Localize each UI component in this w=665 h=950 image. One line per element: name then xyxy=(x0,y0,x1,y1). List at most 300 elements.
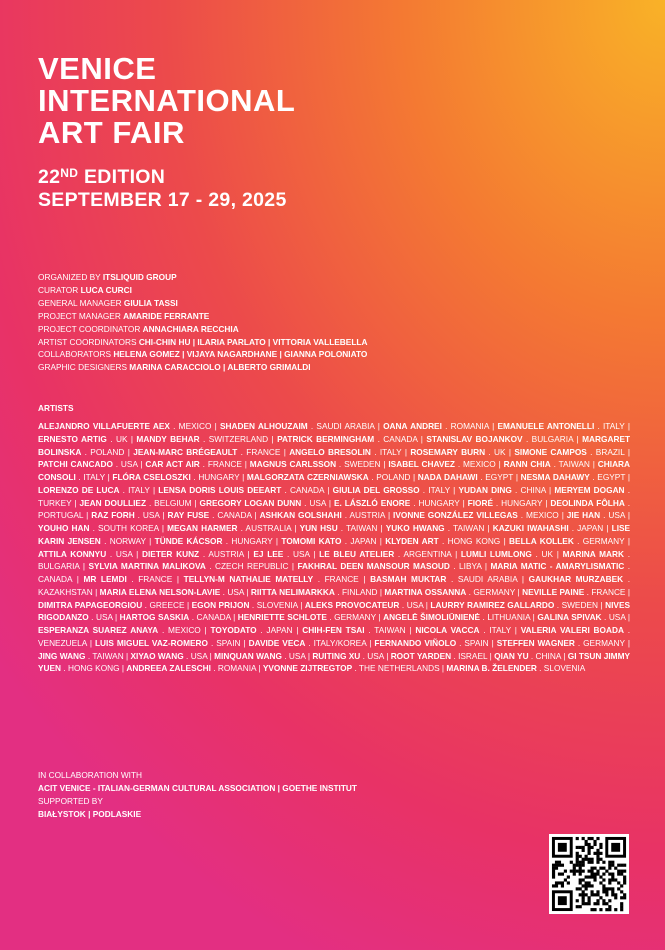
artist-name: STEFFEN WAGNER xyxy=(496,637,575,648)
artist-entry: RAY FUSE . CANADA xyxy=(167,510,252,521)
artist-country: CHINA xyxy=(520,484,546,495)
artist-name: TELLYN-M NATHALIE MATELLY xyxy=(183,574,314,584)
artist-entry: LUIS MIGUEL VAZ-ROMERO . SPAIN xyxy=(94,637,241,648)
artist-entry: ISABEL CHAVEZ . MEXICO xyxy=(388,459,496,470)
artist-country: MEXICO xyxy=(168,625,201,635)
artist-entry: KAZUKI IWAHASHI . JAPAN xyxy=(492,523,604,533)
artist-name: YOUHO HAN xyxy=(38,523,90,533)
artist-country: UK xyxy=(115,433,128,444)
artist-entry: GALINA SPIVAK . USA xyxy=(537,612,626,623)
artist-name: ISABEL CHAVEZ xyxy=(388,459,455,470)
credit-names: ITSLIQUID GROUP xyxy=(102,272,177,282)
artist-name: GALINA SPIVAK xyxy=(537,612,602,623)
artist-name: NICOLA VACCA xyxy=(415,625,480,635)
artist-name: ROOT YARDEN xyxy=(390,650,452,661)
artist-name: FIORÉ xyxy=(467,497,493,508)
artist-country: GERMANY xyxy=(583,637,625,648)
artist-name: ALEJANDRO VILLAFUERTE AEX xyxy=(38,421,170,431)
artist-name: MARTINA OSSANNA xyxy=(384,586,467,597)
artist-name: GREGORY LOGAN DUNN xyxy=(199,497,302,508)
artist-country: TAIWAN xyxy=(453,523,485,533)
artist-entry: MARGARET BOLINSKA . POLAND xyxy=(38,433,631,457)
artist-country: JAPAN xyxy=(266,625,293,635)
artist-name: ANGELO BRESOLIN xyxy=(289,446,371,457)
artist-country: ROMANIA xyxy=(217,663,257,674)
artist-name: RIITTA NELIMARKKA xyxy=(250,586,335,597)
artist-name: NADA DAHAWI xyxy=(417,472,478,482)
artist-country: GREECE xyxy=(149,599,185,610)
artist-country: ITALY xyxy=(602,421,625,431)
artist-name: CAR ACT AIR xyxy=(145,459,200,470)
artist-entry: SIMONE CAMPOS . BRAZIL xyxy=(514,446,625,457)
artist-entry: TÜNDE KÁCSOR . HUNGARY xyxy=(154,535,273,546)
artist-country: POLAND xyxy=(376,472,411,482)
artist-country: CANADA xyxy=(38,574,73,584)
artist-country: MEXICO xyxy=(526,510,559,521)
artist-entry: MAGNUS CARLSSON . SWEDEN xyxy=(249,459,381,470)
artist-entry: CAR ACT AIR . FRANCE xyxy=(145,459,242,470)
artist-entry: ALEJANDRO VILLAFUERTE AEX . MEXICO xyxy=(38,421,212,431)
artist-entry: ESPERANZA SUAREZ ANAYA . MEXICO xyxy=(38,625,201,635)
credits-list xyxy=(38,271,367,374)
artist-country: ISRAEL xyxy=(458,650,488,661)
artist-entry: EMANUELE ANTONELLI . ITALY xyxy=(497,421,625,431)
artist-country: FRANCE xyxy=(324,574,359,584)
artist-name: PATCHI CANCADO xyxy=(38,459,113,470)
artist-country: USA xyxy=(120,459,138,470)
artist-entry: EGON PRIJON . SLOVENIA xyxy=(191,599,298,610)
artist-name: E. LÁSZLÓ ENORE xyxy=(333,497,411,508)
artist-country: USA xyxy=(142,510,160,521)
artist-name: ERNESTO ARTIG xyxy=(38,433,107,444)
artist-name: YUDAN DING xyxy=(458,484,512,495)
artist-name: IVONNE GONZÁLEZ VILLEGAS xyxy=(393,510,518,521)
event-dates: SEPTEMBER 17 - 29, 2025 xyxy=(38,189,287,211)
artist-name: KLYDEN ART xyxy=(385,535,439,546)
artist-name: MAGNUS CARLSSON xyxy=(249,459,337,470)
credit-row xyxy=(38,348,367,361)
artist-name: DAVIDE VECA xyxy=(248,637,306,648)
credit-names: LUCA CURCI xyxy=(80,284,132,295)
artist-name: MERYEM DOGAN xyxy=(554,484,625,495)
collaboration-partners: ACIT VENICE - ITALIAN-GERMAN CULTURAL ASSOCIATION | GOETHE INSTITUT xyxy=(38,782,357,793)
artist-entry: TELLYN-M NATHALIE MATELLY . FRANCE xyxy=(183,574,359,584)
artist-name: YUN HSU xyxy=(299,523,338,533)
artist-country: CZECH REPUBLIC xyxy=(215,561,289,572)
artist-country: TAIWAN xyxy=(346,523,378,533)
artist-name: MR LEMDI xyxy=(83,574,127,584)
artist-entry: MARTINA OSSANNA . GERMANY xyxy=(384,586,516,597)
artist-name: TOYODATO xyxy=(210,625,257,635)
artist-country: ITALY xyxy=(83,472,106,482)
artist-name: ASHKAN GOLSHAHI xyxy=(259,510,342,521)
artist-name: LAURRY RAMIREZ GALLARDO xyxy=(430,599,555,610)
artist-name: EJ LEE xyxy=(253,548,284,559)
artist-name: MINQUAN WANG xyxy=(214,650,282,661)
artist-country: THE NETHERLANDS xyxy=(358,663,440,674)
artist-name: DEOLINDA FÔLHA xyxy=(550,497,625,508)
credit-row xyxy=(38,310,367,323)
artist-country: FINLAND xyxy=(341,586,378,597)
artist-entry: PATRICK BERMINGHAM . CANADA xyxy=(277,433,418,444)
artist-entry: YOUHO HAN . SOUTH KOREA xyxy=(38,523,159,533)
artist-entry: ERNESTO ARTIG . UK xyxy=(38,433,128,444)
credit-role: CURATOR xyxy=(38,284,81,295)
artist-name: JING WANG xyxy=(38,650,86,661)
artist-name: JEAN DOULLIEZ xyxy=(79,497,147,508)
artist-name: MARINA B. ŽELENDER xyxy=(446,663,537,674)
artist-name: ANGELĖ ŠIMOLIŪNIENĖ xyxy=(383,612,481,623)
artist-entry: QIAN YU . CHINA xyxy=(494,650,561,661)
edition-block xyxy=(38,166,287,212)
artist-entry: CHIH-FEN TSAI . TAIWAN xyxy=(302,625,406,635)
credit-row xyxy=(38,284,367,297)
artist-country: SWEDEN xyxy=(344,459,381,470)
artist-name: YVONNE ZIJTREGTOP xyxy=(262,663,353,674)
artist-country: AUSTRIA xyxy=(208,548,244,559)
artist-country: VENEZUELA xyxy=(38,637,87,648)
artist-entry: MANDY BEHAR . SWITZERLAND xyxy=(136,433,269,444)
artist-name: FAKHRAL DEEN MANSOUR MASOUD xyxy=(297,561,450,572)
artist-entry: GAUKHAR MURZABEK . KAZAKHSTAN xyxy=(38,574,631,597)
artist-entry: JEAN DOULLIEZ . BELGIUM xyxy=(79,497,192,508)
artist-country: EGYPT xyxy=(597,472,626,482)
artist-entry: NEVILLE PAINE . FRANCE xyxy=(522,586,626,597)
title-line-2: INTERNATIONAL xyxy=(38,83,296,118)
artist-entry: SYLVIA MARTINA MALIKOVA . CZECH REPUBLIC xyxy=(88,561,289,572)
artist-entry: PATCHI CANCADO . USA xyxy=(38,459,138,470)
artist-entry: ATTILA KONNYU . USA xyxy=(38,548,133,559)
artist-entry: XIYAO WANG . USA xyxy=(130,650,208,661)
artist-country: USA xyxy=(309,497,326,508)
title-line-3: ART FAIR xyxy=(38,115,185,150)
artist-country: HONG KONG xyxy=(447,535,501,546)
artist-entry: DEOLINDA FÔLHA . PORTUGAL xyxy=(38,497,631,521)
artist-name: MARIA MATIC - AMARYLISMATIC xyxy=(490,561,625,572)
artist-name: DIETER KUNZ xyxy=(141,548,200,559)
artist-entry: OANA ANDREI . ROMANIA xyxy=(383,421,489,431)
artist-name: TOMOMI KATO xyxy=(281,535,342,546)
artist-entry: EJ LEE . USA xyxy=(253,548,310,559)
credit-role: ARTIST COORDINATORS xyxy=(38,336,139,347)
artist-entry: NIVES RIGODANZO . USA xyxy=(38,599,631,623)
artist-name: LUIS MIGUEL VAZ-ROMERO xyxy=(94,637,208,648)
artist-name: TÜNDE KÁCSOR xyxy=(154,535,223,546)
artist-entry: FAKHRAL DEEN MANSOUR MASOUD . LIBYA xyxy=(297,561,482,572)
artist-country: ITALY xyxy=(489,625,512,635)
artist-country: USA xyxy=(95,612,113,623)
artist-entry: ANGELĖ ŠIMOLIŪNIENĖ . LITHUANIA xyxy=(383,612,531,623)
artist-country: ITALY xyxy=(428,484,450,495)
artist-entry: YVONNE ZIJTREGTOP . THE NETHERLANDS xyxy=(262,663,440,674)
credit-names: CHI-CHIN HU | ILARIA PARLATO | VITTORIA VALLEBELLA xyxy=(138,336,368,347)
artist-country: BELGIUM xyxy=(154,497,192,508)
artists-list: ALEJANDRO VILLAFUERTE AEX . MEXICO | SHADEN ALHOUZAIM . SAUDI ARABIA | OANA ANDREI . ROMANIA | EMANUELE ANTONELLI . ITALY | ERNESTO ARTIG . UK | MANDY BEHAR . SWITZERLAND | PATRICK BERMINGHAM . CANADA | STANISLAV BOJANKOV . BULGARIA | MARGARET BOLINSKA . POLAND | JEAN-MARC BRÉGEAULT . FRANCE | ANGELO BRESOLIN . ITALY | ROSEMARY BURN . UK | SIMONE CAMPOS . BRAZIL | PATCHI CANCADO . USA | CAR ACT AIR . FRANCE | MAGNUS CARLSSON . SWEDEN | ISABEL CHAVEZ . MEXICO | RANN CHIA . TAIWAN | CHIARA CONSOLI . ITALY | FLÓRA CSELOSZKI . HUNGARY | MALGORZATA CZERNIAWSKA . POLAND | NADA DAHAWI . EGYPT | NESMA DAHAWY . EGYPT | LORENZO DE LUCA . ITALY | LENSA DORIS LOUIS DEEART . CANADA | GIULIA DEL GROSSO . ITALY | YUDAN DING . CHINA | MERYEM DOGAN . TURKEY | JEAN DOULLIEZ . BELGIUM | GREGORY LOGAN DUNN . USA | E. LÁSZLÓ ENORE . HUNGARY | FIORÉ . HUNGARY | DEOLINDA FÔLHA . PORTUGAL | RAZ FORH . USA | RAY FUSE . CANADA | ASHKAN GOLSHAHI . AUSTRIA | IVONNE GONZÁLEZ VILLEGAS . MEXICO | JIE HAN . USA | YOUHO HAN . SOUTH KOREA | MEGAN HARMER . AUSTRALIA | YUN HSU . TAIWAN | YUKO HWANG . TAIWAN | KAZUKI IWAHASHI . JAPAN | LISE KARIN JENSEN . NORWAY | TÜNDE KÁCSOR . HUNGARY | TOMOMI KATO . JAPAN | KLYDEN ART . HONG KONG | BELLA KOLLEK . GERMANY | ATTILA KONNYU . USA | DIETER KUNZ . AUSTRIA | EJ LEE . USA | LE BLEU ATELIER . ARGENTINA | LUMLI LUMLONG . UK | MARINA MARK . BULGARIA | SYLVIA MARTINA MALIKOVA . CZECH REPUBLIC | FAKHRAL DEEN MANSOUR MASOUD . LIBYA | MARIA MATIC - AMARYLISMATIC . CANADA | MR LEMDI . FRANCE | TELLYN-M NATHALIE MATELLY . FRANCE | BASMAH MUKTAR . SAUDI ARABIA | GAUKHAR MURZABEK . KAZAKHSTAN | MARIA ELENA NELSON-LAVIE . USA | RIITTA NELIMARKKA . FINLAND | MARTINA OSSANNA . GERMANY | NEVILLE PAINE . FRANCE | DIMITRA PAPAGEORGIOU . GREECE | EGON PRIJON . SLOVENIA | ALEKS PROVOCATEUR . USA | LAURRY RAMIREZ GALLARDO . SWEDEN | NIVES RIGODANZO . USA | HARTOG SASKIA . CANADA | HENRIETTE SCHLOTE . GERMANY | ANGELĖ ŠIMOLIŪNIENĖ . LITHUANIA | GALINA SPIVAK . USA | ESPERANZA SUAREZ ANAYA . MEXICO | TOYODATO . JAPAN | CHIH-FEN TSAI . TAIWAN | NICOLA VACCA . ITALY | VALERIA VALERI BOADA . VENEZUELA | LUIS MIGUEL VAZ-ROMERO . SPAIN | DAVIDE VECA . ITALY/KOREA | FERNANDO VIÑOLO . SPAIN | STEFFEN WAGNER . GERMANY | JING WANG . TAIWAN | XIYAO WANG . USA | MINQUAN WANG . USA | RUITING XU . USA | ROOT YARDEN . ISRAEL | QIAN YU . CHINA | GI TSUN JIMMY YUEN . HONG KONG | ANDREEA ZALESCHI . ROMANIA | YVONNE ZIJTREGTOP . THE NETHERLANDS | MARINA B. ŽELENDER . SLOVENIA xyxy=(38,421,631,674)
artist-name: ESPERANZA SUAREZ ANAYA xyxy=(38,625,159,635)
artist-country: TAIWAN xyxy=(92,650,124,661)
artist-name: ATTILA KONNYU xyxy=(38,548,107,559)
artist-entry: GIULIA DEL GROSSO . ITALY xyxy=(332,484,450,495)
artist-entry: MERYEM DOGAN . TURKEY xyxy=(38,484,631,508)
artist-entry: ASHKAN GOLSHAHI . AUSTRIA xyxy=(259,510,386,521)
artist-entry: LORENZO DE LUCA . ITALY xyxy=(38,484,150,495)
artist-country: SWITZERLAND xyxy=(208,433,269,444)
artist-country: HONG KONG xyxy=(67,663,120,674)
artist-name: RANN CHIA xyxy=(503,459,551,470)
artist-name: LENSA DORIS LOUIS DEEART xyxy=(158,484,282,495)
edition-number: 22 xyxy=(38,166,61,188)
credit-role: PROJECT MANAGER xyxy=(38,310,124,321)
artist-entry: LENSA DORIS LOUIS DEEART . CANADA xyxy=(158,484,325,495)
artist-country: ITALY xyxy=(128,484,150,495)
artist-name: MANDY BEHAR xyxy=(136,433,200,444)
artist-entry: LE BLEU ATELIER . ARGENTINA xyxy=(319,548,452,559)
artist-name: MARINA MARK xyxy=(562,548,625,559)
artist-entry: GREGORY LOGAN DUNN . USA xyxy=(199,497,326,508)
artist-name: MARIA ELENA NELSON-LAVIE xyxy=(99,586,221,597)
artist-entry: BASMAH MUKTAR . SAUDI ARABIA xyxy=(370,574,518,584)
artist-entry: BELLA KOLLEK . GERMANY xyxy=(509,535,625,546)
artist-country: CANADA xyxy=(290,484,325,495)
artist-name: NEVILLE PAINE xyxy=(522,586,585,597)
artist-country: EGYPT xyxy=(485,472,514,482)
artist-country: GERMANY xyxy=(334,612,376,623)
title-line-1: VENICE xyxy=(38,51,157,86)
artist-country: SAUDI ARABIA xyxy=(316,421,375,431)
artist-country: GERMANY xyxy=(582,535,625,546)
artist-name: SYLVIA MARTINA MALIKOVA xyxy=(88,561,206,572)
artist-country: ITALY/KOREA xyxy=(313,637,367,648)
artist-country: UK xyxy=(494,446,506,457)
artist-country: TAIWAN xyxy=(558,459,590,470)
artist-entry: LAURRY RAMIREZ GALLARDO . SWEDEN xyxy=(430,599,598,610)
artist-country: PORTUGAL xyxy=(38,510,84,521)
artist-entry: MALGORZATA CZERNIAWSKA . POLAND xyxy=(246,472,411,482)
artist-country: HUNGARY xyxy=(501,497,543,508)
artist-name: QIAN YU xyxy=(494,650,529,661)
artist-country: NORWAY xyxy=(109,535,146,546)
credit-role: GRAPHIC DESIGNERS xyxy=(38,362,130,373)
credit-row xyxy=(38,271,367,284)
artist-entry: ROSEMARY BURN . UK xyxy=(410,446,506,457)
artist-country: ITALY xyxy=(379,446,402,457)
artist-country: SLOVENIA xyxy=(256,599,298,610)
artist-name: CHIH-FEN TSAI xyxy=(302,625,365,635)
artist-name: STANISLAV BOJANKOV xyxy=(426,433,523,444)
artist-country: HUNGARY xyxy=(231,535,273,546)
artist-entry: RUITING XU . USA xyxy=(312,650,384,661)
artist-entry: NADA DAHAWI . EGYPT xyxy=(417,472,514,482)
artist-entry: VALERIA VALERI BOADA . VENEZUELA xyxy=(38,625,631,648)
artist-name: RAZ FORH xyxy=(91,510,135,521)
artist-entry: FERNANDO VIÑOLO . SPAIN xyxy=(374,637,489,648)
artist-name: JIE HAN xyxy=(566,510,601,521)
artist-country: USA xyxy=(293,548,310,559)
artist-entry: E. LÁSZLÓ ENORE . HUNGARY xyxy=(333,497,460,508)
edition-word: EDITION xyxy=(78,166,166,188)
credit-role: COLLABORATORS xyxy=(38,349,114,360)
artist-entry: FIORÉ . HUNGARY xyxy=(467,497,543,508)
artist-entry: ANGELO BRESOLIN . ITALY xyxy=(289,446,402,457)
artist-country: SPAIN xyxy=(464,637,489,648)
supporters: BIAŁYSTOK | PODLASKIE xyxy=(38,808,142,819)
artist-name: XIYAO WANG xyxy=(130,650,184,661)
artist-name: BELLA KOLLEK xyxy=(509,535,574,546)
artist-entry: MR LEMDI . FRANCE xyxy=(83,574,173,584)
artist-country: ARGENTINA xyxy=(403,548,452,559)
edition-suffix: ND xyxy=(60,166,79,180)
artist-country: TAIWAN xyxy=(374,625,406,635)
credit-row xyxy=(38,297,367,310)
artist-entry: MINQUAN WANG . USA xyxy=(214,650,306,661)
artist-entry: GI TSUN JIMMY YUEN . HONG KONG xyxy=(38,650,631,674)
artist-entry: LUMLI LUMLONG . UK xyxy=(460,548,554,559)
artist-country: SLOVENIA xyxy=(543,663,586,674)
artist-country: CANADA xyxy=(383,433,418,444)
artist-country: FRANCE xyxy=(207,459,242,470)
page-title xyxy=(38,53,295,149)
artists-heading: ARTISTS xyxy=(38,403,74,413)
artist-name: FLÓRA CSELOSZKI xyxy=(112,472,191,482)
artist-country: FRANCE xyxy=(246,446,281,457)
artist-name: PATRICK BERMINGHAM xyxy=(277,433,375,444)
artist-name: BASMAH MUKTAR xyxy=(370,574,447,584)
credit-row xyxy=(38,336,367,349)
artist-entry: RAZ FORH . USA xyxy=(91,510,160,521)
artist-entry: DAVIDE VECA . ITALY/KOREA xyxy=(248,637,367,648)
artist-name: RAY FUSE xyxy=(167,510,210,521)
artist-name: SIMONE CAMPOS xyxy=(514,446,587,457)
credit-names: GIULIA TASSI xyxy=(123,297,178,308)
artist-entry: TOMOMI KATO . JAPAN xyxy=(281,535,377,546)
credit-row xyxy=(38,323,367,336)
artist-country: GERMANY xyxy=(473,586,516,597)
artist-entry: ALEKS PROVOCATEUR . USA xyxy=(304,599,424,610)
artist-entry: ROOT YARDEN . ISRAEL xyxy=(390,650,488,661)
edition-line xyxy=(38,166,287,189)
artist-name: YUKO HWANG xyxy=(385,523,445,533)
artist-country: USA xyxy=(190,650,208,661)
artist-country: USA xyxy=(115,548,133,559)
artist-entry: YUKO HWANG . TAIWAN xyxy=(385,523,485,533)
artist-country: BULGARIA xyxy=(38,561,80,572)
artist-entry: MARINA MARK . BULGARIA xyxy=(38,548,630,572)
artist-entry: JING WANG . TAIWAN xyxy=(38,650,124,661)
artist-country: AUSTRALIA xyxy=(245,523,292,533)
credit-names: HELENA GOMEZ | VIJAYA NAGARDHANE | GIANNA POLONIATO xyxy=(113,349,368,360)
artist-name: FERNANDO VIÑOLO xyxy=(374,637,457,648)
artist-entry: FLÓRA CSELOSZKI . HUNGARY xyxy=(112,472,240,482)
artist-country: TURKEY xyxy=(38,497,72,508)
artist-name: LORENZO DE LUCA xyxy=(38,484,120,495)
artist-entry: STEFFEN WAGNER . GERMANY xyxy=(496,637,625,648)
artist-name: GI TSUN JIMMY YUEN xyxy=(38,650,631,674)
credit-role: ORGANIZED BY xyxy=(38,272,103,282)
artist-entry: HARTOG SASKIA . CANADA xyxy=(119,612,231,623)
artist-country: USA xyxy=(288,650,306,661)
credit-names: MARINA CARACCIOLO | ALBERTO GRIMALDI xyxy=(129,362,311,373)
artist-entry: NICOLA VACCA . ITALY xyxy=(415,625,512,635)
artist-country: MEXICO xyxy=(178,421,212,431)
artist-entry: YUDAN DING . CHINA xyxy=(458,484,546,495)
artist-country: FRANCE xyxy=(591,586,626,597)
artist-country: MEXICO xyxy=(463,459,496,470)
artist-country: USA xyxy=(406,599,424,610)
artist-name: ROSEMARY BURN xyxy=(410,446,486,457)
artist-entry: NESMA DAHAWY . EGYPT xyxy=(520,472,626,482)
artist-country: ROMANIA xyxy=(450,421,489,431)
artist-entry: RIITTA NELIMARKKA . FINLAND xyxy=(250,586,378,597)
credit-names: AMARIDE FERRANTE xyxy=(123,310,210,321)
collaboration-heading: IN COLLABORATION WITH xyxy=(38,770,143,780)
artist-name: VALERIA VALERI BOADA xyxy=(520,625,624,635)
artist-entry: DIETER KUNZ . AUSTRIA xyxy=(141,548,244,559)
artist-entry: DIMITRA PAPAGEORGIOU . GREECE xyxy=(38,599,185,610)
artist-entry: MARIA MATIC - AMARYLISMATIC . CANADA xyxy=(38,561,631,584)
artist-name: MALGORZATA CZERNIAWSKA xyxy=(246,472,369,482)
artist-name: GIULIA DEL GROSSO xyxy=(332,484,420,495)
artist-name: CHIARA CONSOLI xyxy=(38,459,631,482)
artist-name: LUMLI LUMLONG xyxy=(460,548,532,559)
artist-country: USA xyxy=(608,510,625,521)
artist-country: USA xyxy=(227,586,244,597)
artist-name: ALEKS PROVOCATEUR xyxy=(304,599,400,610)
artist-name: RUITING XU xyxy=(312,650,361,661)
artist-name: SHADEN ALHOUZAIM xyxy=(219,421,308,431)
artist-name: HENRIETTE SCHLOTE xyxy=(237,612,327,623)
artist-name: NIVES RIGODANZO xyxy=(38,599,631,623)
credit-names: ANNACHIARA RECCHIA xyxy=(142,323,239,334)
artist-country: USA xyxy=(367,650,384,661)
artist-country: SWEDEN xyxy=(561,599,598,610)
artist-country: JAPAN xyxy=(350,535,377,546)
artist-country: SOUTH KOREA xyxy=(98,523,159,533)
artist-entry: TOYODATO . JAPAN xyxy=(210,625,293,635)
artist-country: HUNGARY xyxy=(418,497,460,508)
artist-entry: MARIA ELENA NELSON-LAVIE . USA xyxy=(99,586,244,597)
artist-country: BULGARIA xyxy=(531,433,574,444)
artist-name: EGON PRIJON xyxy=(191,599,250,610)
artist-country: BRAZIL xyxy=(595,446,625,457)
artist-entry: MARINA B. ŽELENDER . SLOVENIA xyxy=(446,663,586,674)
qr-code-icon[interactable] xyxy=(549,834,629,914)
artist-entry: KLYDEN ART . HONG KONG xyxy=(385,535,501,546)
collaboration-block xyxy=(38,769,357,821)
artist-country: CANADA xyxy=(196,612,231,623)
artist-entry: LISE KARIN JENSEN . NORWAY xyxy=(38,523,631,546)
artist-country: CANADA xyxy=(217,510,252,521)
artist-name: LISE KARIN JENSEN xyxy=(38,523,631,546)
artist-country: UK xyxy=(541,548,554,559)
artist-name: EMANUELE ANTONELLI xyxy=(497,421,595,431)
artist-entry: MEGAN HARMER . AUSTRALIA xyxy=(167,523,292,533)
artist-entry: JIE HAN . USA xyxy=(566,510,625,521)
artist-name: MARGARET BOLINSKA xyxy=(38,433,631,457)
artist-country: SAUDI ARABIA xyxy=(457,574,518,584)
artist-country: AUSTRIA xyxy=(349,510,386,521)
credit-role: PROJECT COORDINATOR xyxy=(38,323,143,334)
artist-name: DIMITRA PAPAGEORGIOU xyxy=(38,599,143,610)
artist-name: KAZUKI IWAHASHI xyxy=(492,523,569,533)
artist-country: POLAND xyxy=(90,446,125,457)
artist-entry: CHIARA CONSOLI . ITALY xyxy=(38,459,631,482)
artist-country: SPAIN xyxy=(216,637,241,648)
artist-country: JAPAN xyxy=(577,523,604,533)
artist-entry: JEAN-MARC BRÉGEAULT . FRANCE xyxy=(133,446,281,457)
credit-row xyxy=(38,361,367,374)
artist-country: LIBYA xyxy=(459,561,482,572)
credit-role: GENERAL MANAGER xyxy=(38,297,124,308)
